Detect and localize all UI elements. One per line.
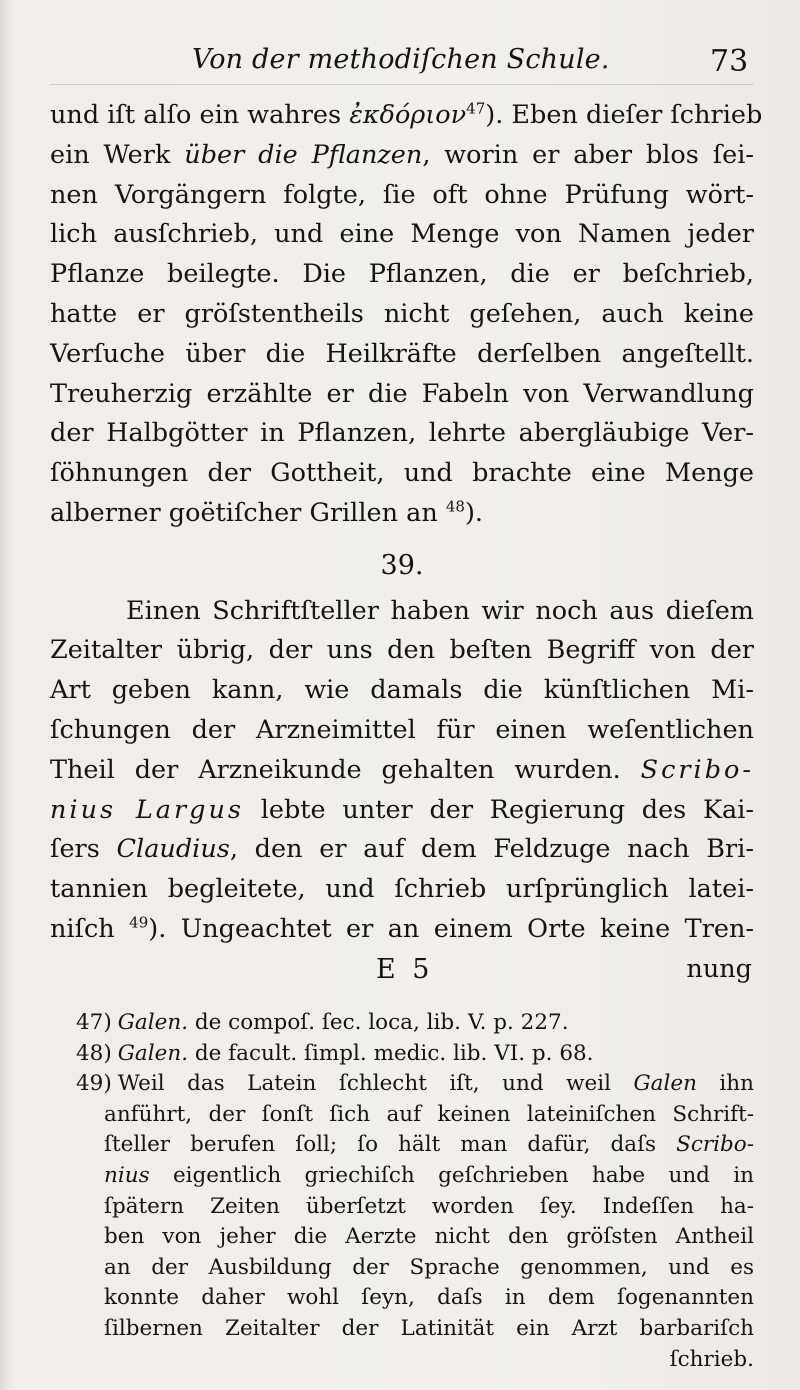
header-rule xyxy=(50,84,754,85)
footnote-48: 48) Galen. de facult. ſimpl. medic. lib. VI. p. 68. xyxy=(76,1040,594,1066)
emperor-name: Claudius xyxy=(116,834,230,865)
footnote-number: 49) xyxy=(76,1071,112,1097)
text-line: Zeitalter übrig, der uns den beſten Begriff von der xyxy=(50,635,754,666)
text-line: an der Ausbildung der Sprache genommen, und es xyxy=(104,1254,754,1280)
text-line: tannien begleitete, und ſchrieb urſprünglich latei- xyxy=(50,874,754,905)
paragraph-2 xyxy=(50,592,754,950)
text-line: ein Werk über die Pflanzen, worin er aber blos ſei- xyxy=(50,139,754,170)
author-name: nius Largus xyxy=(50,794,244,825)
text-line: nius Largus lebte unter der Regierung des Kai- xyxy=(50,794,754,825)
text-line: nen Vorgängern folgte, ſie oft ohne Prüfung wört- xyxy=(50,179,754,210)
text-line: ſöhnungen der Gottheit, und brachte eine Menge xyxy=(50,458,754,489)
text-line: konnte daher wohl ſeyn, daſs in dem ſogenannten xyxy=(104,1285,754,1311)
footnote-ref-48: 48 xyxy=(445,497,465,516)
work-title: über die Pflanzen xyxy=(184,139,423,170)
author-name: Scribo- xyxy=(640,754,754,785)
footnote-number: 47) xyxy=(76,1010,112,1035)
text-line: 49) Weil das Latein ſchlecht iſt, und weil Galen ihn xyxy=(76,1071,755,1097)
text-line: ſchungen der Arzneimittel für einen weſentlichen xyxy=(50,714,754,745)
text-line: ſpätern Zeiten überſetzt worden ſey. Indeſſen ha- xyxy=(104,1193,754,1219)
text-line: niſch $^{49}$). Ungeachtet er an einem Orte keine Tren- xyxy=(50,913,755,944)
text-line: der Halbgötter in Pflanzen, lehrte abergläubige Ver- xyxy=(50,418,754,449)
footnote-49 xyxy=(76,1069,754,1375)
section-number: 39. xyxy=(380,549,424,581)
text-line: Einen Schriftſteller haben wir noch aus dieſem xyxy=(126,595,754,626)
text-line: Theil der Arzneikunde gehalten wurden. Scribo- xyxy=(50,754,754,785)
paragraph-1 xyxy=(50,96,763,534)
footnote-ref-49: 49 xyxy=(129,913,149,932)
main-text xyxy=(50,96,763,990)
text-line: Pflanze beilegte. Die Pflanzen, die er beſchrieb, xyxy=(50,259,754,290)
text-line: ſers Claudius, den er auf dem Feldzuge nach Bri- xyxy=(50,834,754,865)
page-header xyxy=(0,40,800,86)
text-line: Verſuche über die Heilkräfte derſelben angeſtellt. xyxy=(50,338,754,369)
text-line: ſteller berufen ſoll; ſo hält man dafür, daſs Scribo- xyxy=(104,1132,754,1158)
footnote-ref-47: 47 xyxy=(466,99,486,118)
text-line: hatte er gröſstentheils nicht geſehen, auch keine xyxy=(50,298,754,329)
running-title: Von der methodiſchen Schule. xyxy=(192,44,610,75)
signature-row xyxy=(50,950,754,990)
footnote-number: 48) xyxy=(76,1040,112,1066)
text-line: ſilbernen Zeitalter der Latinität ein Arzt barbariſch xyxy=(104,1315,754,1341)
text-line: lich ausſchrieb, und eine Menge von Namen jeder xyxy=(50,219,754,250)
text-line: anführt, der ſonſt ſich auf keinen lateiniſchen Schrift- xyxy=(104,1101,754,1127)
printer-signature: E 5 xyxy=(376,953,434,985)
footnotes xyxy=(76,1008,754,1375)
page-number: 73 xyxy=(710,44,749,79)
greek-word: ἐκδόριον xyxy=(349,100,467,130)
catchword: nung xyxy=(686,953,752,984)
text-line: Treuherzig erzählte er die Fabeln von Verwandlung xyxy=(50,378,754,409)
text-line: Art geben kann, wie damals die künſtlichen Mi- xyxy=(50,675,754,706)
text-line: ben von jeher die Aerzte nicht den gröſsten Antheil xyxy=(104,1224,754,1250)
footnote-47: 47) Galen. de compoſ. ſec. loca, lib. V. p. 227. xyxy=(76,1010,569,1035)
text-line: nius eigentlich griechiſch geſchrieben habe und in xyxy=(104,1162,754,1188)
text-line: und iſt alſo ein wahres ἐκδόριον$^{47}$). Eben dieſer ſchrieb xyxy=(50,99,763,130)
text-line: alberner goëtiſcher Grillen an $^{48}$). xyxy=(50,497,484,528)
text-line: ſchrieb. xyxy=(669,1346,754,1372)
